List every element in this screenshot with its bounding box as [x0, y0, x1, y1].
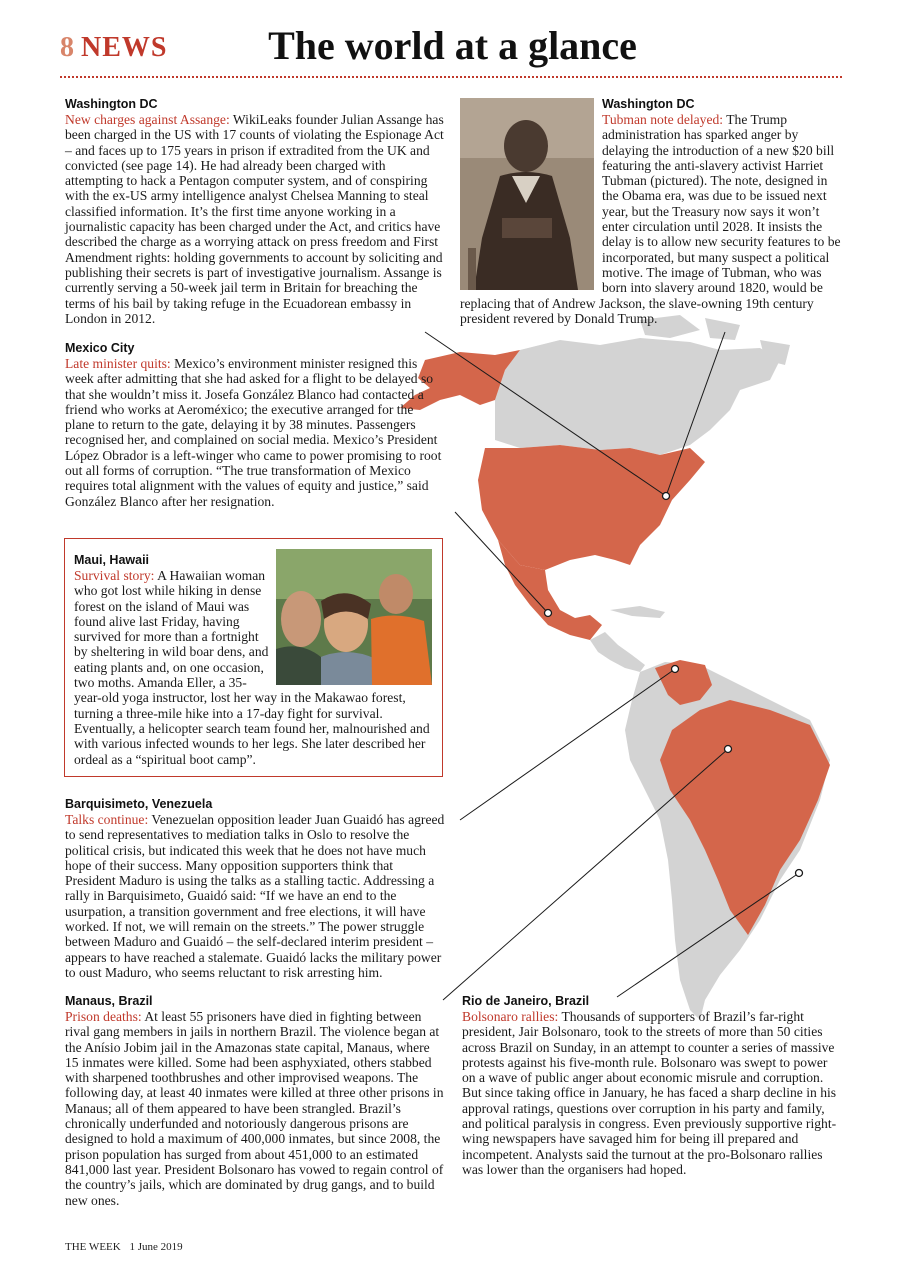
- cuba-island: [610, 606, 665, 618]
- marker-manaus: [725, 746, 732, 753]
- story-body: WikiLeaks founder Julian Assange has been charged in the US with 17 counts of violating the Espionage Act – and faces up to 175 years in prison if extradited from the UK and convicted (see page 14). He had already been charged with attempting to hack a Pentagon computer system, and of conspiring with the ex-US army intelligence analyst Chelsea Manning to steal classified information. It’s the first time anyone working in a journalistic capacity has been charged under the Act, and critics have described the charge as a worrying attack on press freedom and First Amendment rights: holding governments to account by soliciting and publishing their secrets is part of investigative journalism. Assange is currently serving a 50-week jail term in Britain for breaching the terms of his bail by taking refuge in the Ecuadorean embassy in London in 2012.: [65, 112, 444, 326]
- marker-barquisimeto: [672, 666, 679, 673]
- story-location: Maui, Hawaii: [74, 553, 150, 567]
- photo-wrap-spacer: [460, 112, 602, 292]
- marker-rio: [796, 870, 803, 877]
- story-kicker: New charges against Assange:: [65, 112, 230, 127]
- issue-date: 1 June 2019: [129, 1241, 183, 1253]
- story-body: Thousands of supporters of Brazil’s far-right president, Jair Bolsonaro, took to the streets of more than 50 cities across Brazil on Sunday, in an attempt to counter a series of massive protests against his five-month rule. Bolsonaro was swept to power on a wave of public anger about economic misrule and corruption. But since taking office in January, he has faced a sharp decline in his approval ratings, questions over corruption in his party and family, and political paralysis in congress. Even previously supportive right-wing newspapers have savaged him for being ill prepared and incompetent. Analysts said the turnout at the pro-Bolsonaro rallies was lower than the organisers had hoped.: [462, 1009, 837, 1177]
- publication-name: THE WEEK: [65, 1241, 121, 1253]
- usa-landmass: [478, 445, 705, 570]
- story-body: At least 55 prisoners have died in fighting between rival gang members in jails in northern Brazil. The violence began at the Anísio Jobim jail in the Amazonas state capital, Manaus, where 15 inmates were killed. Some had been asphyxiated, others stabbed with sharpened toothbrushes and other improvised weapons. The following day, at least 40 inmates were killed at three other prisons in Manaus; all of them appeared to have been strangled. Brazil’s chronically underfunded and notoriously dangerous prisons are designed to hold a maximum of 400,000 inmates, but since 2008, the prison population has surged from about 451,000 to an estimated 841,000 last year. President Bolsonaro has vowed to regain control of the country’s jails, which are dominated by drug gangs, and to build new ones.: [65, 1009, 444, 1208]
- photo-wrap-spacer: [270, 553, 432, 687]
- marker-mexico-city: [545, 610, 552, 617]
- page-title: The world at a glance: [268, 23, 637, 68]
- story-venezuela: [65, 797, 445, 980]
- story-rio: [462, 994, 842, 1177]
- central-america: [590, 632, 645, 672]
- page-footer: [65, 1241, 183, 1253]
- story-location: Barquisimeto, Venezuela: [65, 797, 213, 811]
- canada-landmass: [495, 338, 780, 455]
- story-manaus: [65, 994, 445, 1208]
- story-location: Washington DC: [602, 97, 695, 111]
- story-location: Manaus, Brazil: [65, 994, 153, 1008]
- story-body: Venezuelan opposition leader Juan Guaidó has agreed to send representatives to mediation talks in Oslo to resolve the political crisis, but indicated this week that he does not have much hope of their success. Many opposition supporters think that President Maduro is using the talks as a stalling tactic. Addressing a rally in Barquisimeto, Guaidó said: “If we have an end to the usurpation, a transition government and free elections, it will have worked. If not, we will remain on the streets.” The power struggle between Maduro and Guaidó – the self-declared interim president – appears to have reached a stalemate. Guaidó lacks the military power to oust Maduro, who seems reluctant to risk arresting him.: [65, 812, 445, 980]
- story-body: The Trump administration has sparked anger by delaying the introduction of a new $20 bill featuring the anti-slavery activist Harriet Tubman (pictured). The note, designed in the Obama era, was due to be issued next year, but the Treasury now says it won’t enter circulation until 2028. It insists the delay is to allow new security features to be incorporated, but many suspect a political motive. The image of Tubman, who was born into slavery around 1820, would be replacing that of Andrew Jackson, the slave-owning 19th century president revered by Donald Trump.: [460, 112, 841, 326]
- story-location: Washington DC: [65, 97, 158, 111]
- story-body: Mexico’s environment minister resigned this week after admitting that she had asked for a flight to be delayed so that she wouldn’t miss it. Josefa González Blanco had contacted a friend who works at Aeroméxico; the executive arranged for the plane to return to the gate, delaying it by 38 minutes. Passengers recognised her, and complained on social media. Mexico’s President López Obrador is a left-winger who came to power promising to root out all forms of corruption. “The true transformation of Mexico requires total alignment with the values of equity and justice,” said González Blanco after her resignation.: [65, 356, 442, 509]
- story-body: A Hawaiian woman who got lost while hiking in dense forest on the island of Maui was found alive last Friday, having survived for more than a fortnight by sheltering in wild boar dens, and eating plants and, on one occasion, two moths. Amanda Eller, a 35-year-old yoga instructor, lost her way in the Makawao forest, turning a three-mile hike into a 17-day fight for survival. Eventually, a helicopter search team found her, malnourished and with various infected wounds to her legs. She later described her ordeal as a “spiritual boot camp”.: [74, 568, 430, 767]
- story-tubman: [460, 112, 844, 326]
- story-kicker: Survival story:: [74, 568, 155, 583]
- story-assange: [65, 97, 445, 326]
- story-kicker: Bolsonaro rallies:: [462, 1009, 559, 1024]
- story-kicker: Talks continue:: [65, 812, 149, 827]
- section-number: 8: [60, 32, 75, 63]
- story-kicker: Late minister quits:: [65, 356, 171, 371]
- story-maui: [74, 553, 432, 767]
- story-location: Mexico City: [65, 341, 135, 355]
- story-location: Rio de Janeiro, Brazil: [462, 994, 590, 1008]
- story-tubman-header: [602, 97, 842, 112]
- story-kicker: Tubman note delayed:: [602, 112, 724, 127]
- section-name: NEWS: [81, 32, 168, 63]
- story-mexico: [65, 341, 445, 509]
- marker-washington: [663, 493, 670, 500]
- story-kicker: Prison deaths:: [65, 1009, 142, 1024]
